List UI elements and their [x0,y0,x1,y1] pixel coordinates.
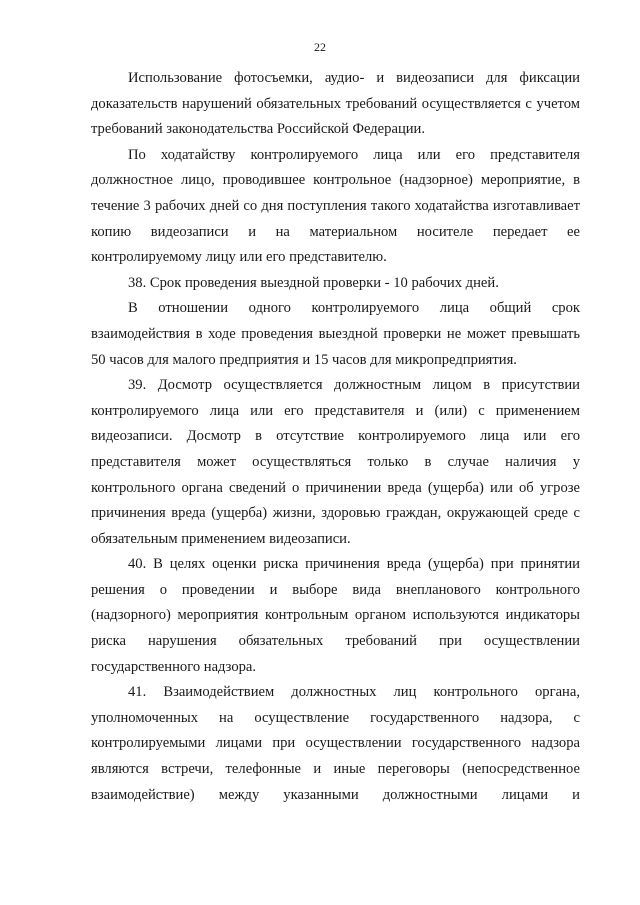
page-number: 22 [314,40,326,54]
paragraph-interaction-duration: В отношении одного контролируемого лица общий срок взаимодействия в ходе проведения выездной проверки не может превышать 50 часов для малого предприятия и 15 часов для микропредприятия. [91,300,580,368]
paragraph-41-interaction: 41. Взаимодействием должностных лиц контрольного органа, уполномоченных на осуществление государственного надзора, с контролируемыми лицами при осуществлении государственного надзора являются встречи, телефонные и иные переговоры (непосредственное взаимодействие) между указанными должностными лицами и [91,684,580,803]
paragraph-photo-video-recording: Использование фотосъемки, аудио- и видеозаписи для фиксации доказательств нарушений обязательных требований осуществляется с учетом требований законодательства Российской Федерации. [91,70,580,138]
paragraph-38-inspection-term: 38. Срок проведения выездной проверки - 10 рабочих дней. [128,274,499,291]
paragraph-39-inspection: 39. Досмотр осуществляется должностным лицом в присутствии контролируемого лица или его представителя и (или) с применением видеозаписи. Досмотр в отсутствие контролируемого лица или его представителя может осуществляться только в случае наличия у контрольного органа сведений о причинении вреда (ущерба) или об угрозе причинения вреда (ущерба) жизни, здоровью граждан, окружающей среде с обязательным применением видеозаписи. [91,377,580,547]
paragraph-video-copy-request: По ходатайству контролируемого лица или его представителя должностное лицо, проводившее контрольное (надзорное) мероприятие, в течение 3 рабочих дней со дня поступления такого ходатайства изготавливает копию видеозаписи и на материальном носителе передает ее контролируемому лицу или его представителю. [91,146,580,266]
paragraph-40-risk-indicators: 40. В целях оценки риска причинения вреда (ущерба) при принятии решения о проведении и выборе вида внепланового контрольного (надзорного) мероприятия контрольным органом используются индикаторы риска нарушения обязательных требований при осуществлении государственного надзора. [91,556,580,675]
document-body [91,66,580,808]
